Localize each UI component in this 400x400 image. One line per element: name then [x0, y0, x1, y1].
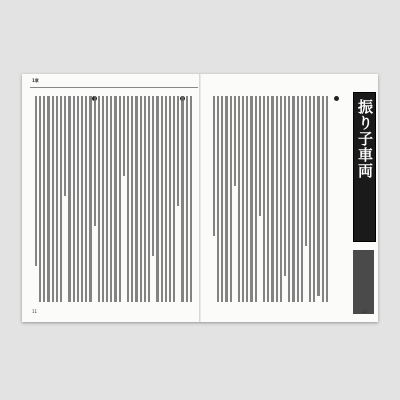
banner-title: 振り子車両 [356, 99, 374, 179]
right-page-body [210, 96, 328, 306]
running-header [32, 78, 42, 84]
left-page-number: 11 [32, 309, 38, 314]
subtitle-box [353, 250, 374, 314]
section-heading-marker [334, 96, 339, 101]
right-page-number: 12 [362, 309, 368, 314]
book-spread [22, 74, 378, 322]
header-rule [30, 87, 198, 88]
left-page-body [32, 96, 192, 306]
chapter-number: 1章 [32, 78, 39, 83]
book-spine [199, 74, 201, 322]
title-banner [353, 92, 376, 242]
